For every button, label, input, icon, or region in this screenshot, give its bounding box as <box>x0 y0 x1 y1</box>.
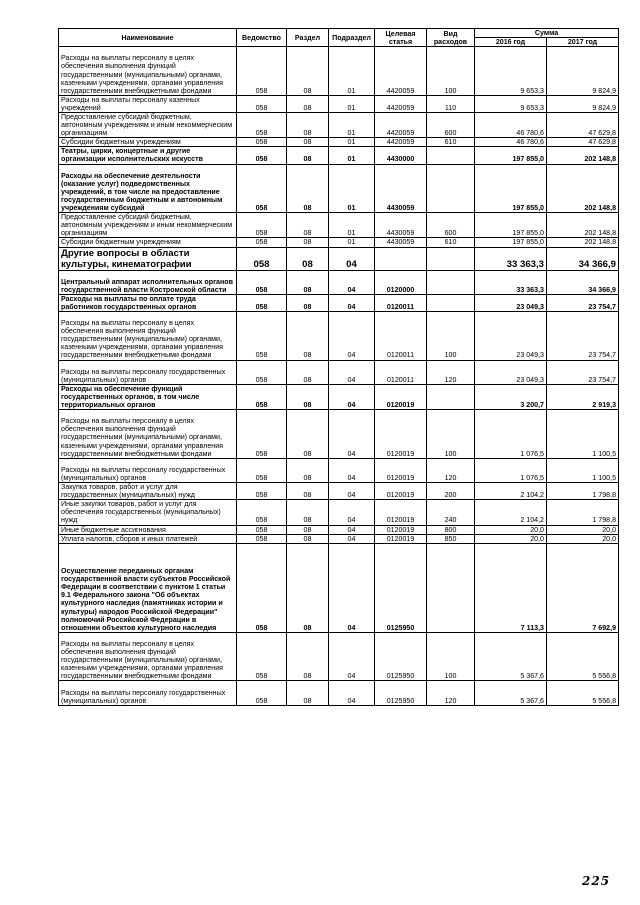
row-name: Закупка товаров, работ и услуг для государственных (муниципальных) нужд <box>59 483 237 500</box>
row-exptype: 800 <box>427 525 475 534</box>
row-subsection: 04 <box>329 458 375 482</box>
header-name: Наименование <box>59 29 237 47</box>
row-subsection: 04 <box>329 294 375 311</box>
row-sum-2017: 23 754,7 <box>547 294 619 311</box>
row-section: 08 <box>287 138 329 147</box>
row-exptype <box>427 247 475 270</box>
row-sum-2017: 1 798,8 <box>547 483 619 500</box>
header-2017: 2017 год <box>547 38 619 47</box>
row-target: 0120019 <box>375 384 427 409</box>
table-row <box>59 294 619 311</box>
row-sum-2016: 5 367,6 <box>475 632 547 681</box>
row-name: Расходы на выплаты персоналу в целях обеспечения выполнения функций государственными (муниципальными) органами, казенными учреждениями, органами управления государственными внебюджетными фондами <box>59 311 237 360</box>
row-subsection: 01 <box>329 238 375 247</box>
row-name: Субсидии бюджетным учреждениям <box>59 238 237 247</box>
row-sum-2017: 34 366,9 <box>547 247 619 270</box>
row-exptype: 120 <box>427 681 475 705</box>
row-section: 08 <box>287 360 329 384</box>
row-sum-2016: 9 653,3 <box>475 47 547 96</box>
row-dept: 058 <box>237 525 287 534</box>
row-target: 4430000 <box>375 147 427 164</box>
table-row <box>59 543 619 632</box>
row-sum-2016: 33 363,3 <box>475 247 547 270</box>
row-name: Центральный аппарат исполнительных органов государственной власти Костромской области <box>59 270 237 294</box>
table-row <box>59 164 619 213</box>
row-dept: 058 <box>237 112 287 137</box>
row-sum-2017: 23 754,7 <box>547 360 619 384</box>
row-exptype: 100 <box>427 632 475 681</box>
row-target <box>375 247 427 270</box>
page-number: 225 <box>582 874 611 888</box>
row-name: Расходы на выплаты персоналу казенных учреждений <box>59 95 237 112</box>
row-exptype: 850 <box>427 534 475 543</box>
row-dept: 058 <box>237 294 287 311</box>
row-sum-2016: 23 049,3 <box>475 294 547 311</box>
row-exptype: 100 <box>427 311 475 360</box>
row-name: Расходы на выплаты персоналу государственных (муниципальных) органов <box>59 360 237 384</box>
row-dept: 058 <box>237 164 287 213</box>
row-name: Субсидии бюджетным учреждениям <box>59 138 237 147</box>
row-sum-2016: 20,0 <box>475 525 547 534</box>
table-row <box>59 534 619 543</box>
budget-sheet <box>58 28 618 706</box>
row-name: Иные закупки товаров, работ и услуг для обеспечения государственных (муниципальных) нужд <box>59 500 237 525</box>
row-subsection: 04 <box>329 360 375 384</box>
row-target: 0120019 <box>375 410 427 459</box>
row-sum-2017: 47 629,8 <box>547 112 619 137</box>
table-row <box>59 360 619 384</box>
row-target: 0120011 <box>375 311 427 360</box>
table-row <box>59 384 619 409</box>
row-sum-2016: 46 780,6 <box>475 112 547 137</box>
row-exptype: 100 <box>427 47 475 96</box>
row-exptype: 120 <box>427 458 475 482</box>
row-name: Иные бюджетные ассигнования <box>59 525 237 534</box>
row-subsection: 04 <box>329 247 375 270</box>
row-subsection: 04 <box>329 543 375 632</box>
row-subsection: 04 <box>329 534 375 543</box>
table-row <box>59 681 619 705</box>
row-exptype: 600 <box>427 213 475 238</box>
table-row <box>59 410 619 459</box>
row-sum-2017: 23 754,7 <box>547 311 619 360</box>
row-sum-2017: 5 556,8 <box>547 632 619 681</box>
row-subsection: 04 <box>329 500 375 525</box>
row-name: Другие вопросы в области культуры, кинематографии <box>59 247 237 270</box>
row-dept: 058 <box>237 681 287 705</box>
row-sum-2017: 2 919,3 <box>547 384 619 409</box>
row-target: 0120011 <box>375 360 427 384</box>
row-section: 08 <box>287 632 329 681</box>
row-exptype: 100 <box>427 410 475 459</box>
row-subsection: 01 <box>329 95 375 112</box>
row-target: 0125950 <box>375 681 427 705</box>
table-row <box>59 500 619 525</box>
row-target: 4420059 <box>375 47 427 96</box>
budget-table <box>58 28 619 706</box>
row-exptype: 110 <box>427 95 475 112</box>
row-section: 08 <box>287 47 329 96</box>
row-name: Расходы на выплаты персоналу в целях обеспечения выполнения функций государственными (муниципальными) органами, казенными учреждениями, органами управления государственными внебюджетными фондами <box>59 410 237 459</box>
row-section: 08 <box>287 543 329 632</box>
header-sum: Сумма <box>475 29 619 38</box>
row-dept: 058 <box>237 47 287 96</box>
row-section: 08 <box>287 213 329 238</box>
row-section: 08 <box>287 294 329 311</box>
row-section: 08 <box>287 384 329 409</box>
table-row <box>59 147 619 164</box>
row-section: 08 <box>287 238 329 247</box>
row-sum-2017: 20,0 <box>547 534 619 543</box>
row-section: 08 <box>287 112 329 137</box>
row-name: Расходы на выплаты персоналу в целях обеспечения выполнения функций государственными (муниципальными) органами, казенными учреждениями, органами управления государственными внебюджетными фондами <box>59 47 237 96</box>
row-subsection: 04 <box>329 632 375 681</box>
row-subsection: 04 <box>329 384 375 409</box>
row-exptype <box>427 384 475 409</box>
row-target: 0120000 <box>375 270 427 294</box>
table-row <box>59 270 619 294</box>
row-section: 08 <box>287 164 329 213</box>
row-name: Уплата налогов, сборов и иных платежей <box>59 534 237 543</box>
row-sum-2017: 9 824,9 <box>547 95 619 112</box>
row-subsection: 04 <box>329 681 375 705</box>
row-name: Расходы на выплаты персоналу государственных (муниципальных) органов <box>59 681 237 705</box>
table-row <box>59 247 619 270</box>
table-row <box>59 483 619 500</box>
row-dept: 058 <box>237 213 287 238</box>
row-sum-2017: 34 366,9 <box>547 270 619 294</box>
row-sum-2017: 202 148,8 <box>547 164 619 213</box>
row-name: Расходы на выплаты персоналу государственных (муниципальных) органов <box>59 458 237 482</box>
row-name: Расходы на выплаты по оплате труда работников государственных органов <box>59 294 237 311</box>
row-dept: 058 <box>237 458 287 482</box>
row-dept: 058 <box>237 238 287 247</box>
row-dept: 058 <box>237 632 287 681</box>
row-section: 08 <box>287 681 329 705</box>
row-sum-2016: 23 049,3 <box>475 360 547 384</box>
row-name: Расходы на обеспечение деятельности (оказание услуг) подведомственных учреждений, в том числе на предоставление государственным бюджетным и автономным учреждениям субсидий <box>59 164 237 213</box>
row-dept: 058 <box>237 500 287 525</box>
row-section: 08 <box>287 95 329 112</box>
row-exptype: 120 <box>427 360 475 384</box>
row-sum-2017: 9 824,9 <box>547 47 619 96</box>
header-exptype: Вид расходов <box>427 29 475 47</box>
row-section: 08 <box>287 311 329 360</box>
row-dept: 058 <box>237 147 287 164</box>
table-row <box>59 112 619 137</box>
row-sum-2016: 197 855,0 <box>475 147 547 164</box>
header-dept: Ведомство <box>237 29 287 47</box>
row-sum-2016: 3 200,7 <box>475 384 547 409</box>
row-subsection: 04 <box>329 525 375 534</box>
row-sum-2016: 9 653,3 <box>475 95 547 112</box>
row-exptype <box>427 147 475 164</box>
row-exptype <box>427 543 475 632</box>
row-sum-2017: 1 798,8 <box>547 500 619 525</box>
row-sum-2016: 33 363,3 <box>475 270 547 294</box>
row-sum-2017: 202 148,8 <box>547 147 619 164</box>
table-body <box>59 47 619 706</box>
row-section: 08 <box>287 500 329 525</box>
row-section: 08 <box>287 483 329 500</box>
row-dept: 058 <box>237 384 287 409</box>
row-dept: 058 <box>237 247 287 270</box>
row-section: 08 <box>287 525 329 534</box>
row-section: 08 <box>287 147 329 164</box>
row-subsection: 01 <box>329 147 375 164</box>
row-exptype: 240 <box>427 500 475 525</box>
header-section: Раздел <box>287 29 329 47</box>
row-target: 0120019 <box>375 525 427 534</box>
table-row <box>59 138 619 147</box>
table-row <box>59 47 619 96</box>
row-sum-2016: 20,0 <box>475 534 547 543</box>
row-dept: 058 <box>237 360 287 384</box>
row-sum-2016: 197 855,0 <box>475 238 547 247</box>
row-sum-2016: 1 076,5 <box>475 458 547 482</box>
row-dept: 058 <box>237 270 287 294</box>
row-subsection: 01 <box>329 213 375 238</box>
row-subsection: 01 <box>329 138 375 147</box>
row-sum-2016: 197 855,0 <box>475 213 547 238</box>
row-sum-2017: 7 692,9 <box>547 543 619 632</box>
row-exptype <box>427 294 475 311</box>
row-name: Осуществление переданных органам государственной власти субъектов Российской Федерации в соответствии с пунктом 1 статьи 9.1 Федерального закона "Об объектах культурного наследия (памятниках истории и культуры) народов Российской Федерации" полномочий Российской Федерации в отношении объектов культурного наследия <box>59 543 237 632</box>
row-target: 0120019 <box>375 483 427 500</box>
row-sum-2017: 1 100,5 <box>547 410 619 459</box>
table-header-row <box>59 29 619 38</box>
row-sum-2017: 20,0 <box>547 525 619 534</box>
row-subsection: 04 <box>329 410 375 459</box>
row-name: Театры, цирки, концертные и другие организации исполнительских искусств <box>59 147 237 164</box>
row-target: 4420059 <box>375 112 427 137</box>
row-sum-2017: 1 100,5 <box>547 458 619 482</box>
row-target: 4420059 <box>375 95 427 112</box>
row-sum-2016: 23 049,3 <box>475 311 547 360</box>
row-section: 08 <box>287 247 329 270</box>
row-subsection: 01 <box>329 164 375 213</box>
row-dept: 058 <box>237 410 287 459</box>
row-target: 0125950 <box>375 632 427 681</box>
row-exptype: 610 <box>427 238 475 247</box>
header-2016: 2016 год <box>475 38 547 47</box>
row-section: 08 <box>287 270 329 294</box>
row-target: 0120019 <box>375 534 427 543</box>
row-dept: 058 <box>237 483 287 500</box>
row-exptype: 200 <box>427 483 475 500</box>
row-exptype <box>427 164 475 213</box>
row-subsection: 04 <box>329 311 375 360</box>
table-row <box>59 95 619 112</box>
row-target: 4430059 <box>375 238 427 247</box>
row-sum-2016: 2 104,2 <box>475 500 547 525</box>
row-sum-2017: 202 148,8 <box>547 238 619 247</box>
row-target: 4430059 <box>375 213 427 238</box>
row-name: Предоставление субсидий бюджетным, автономным учреждениям и иным некоммерческим организациям <box>59 213 237 238</box>
row-target: 0120019 <box>375 458 427 482</box>
row-exptype <box>427 270 475 294</box>
table-row <box>59 311 619 360</box>
row-dept: 058 <box>237 138 287 147</box>
row-dept: 058 <box>237 311 287 360</box>
row-section: 08 <box>287 458 329 482</box>
row-name: Расходы на выплаты персоналу в целях обеспечения выполнения функций государственными (муниципальными) органами, казенными учреждениями, органами управления государственными внебюджетными фондами <box>59 632 237 681</box>
row-sum-2016: 46 780,6 <box>475 138 547 147</box>
table-row <box>59 238 619 247</box>
row-target: 4430059 <box>375 164 427 213</box>
row-exptype: 610 <box>427 138 475 147</box>
row-name: Расходы на обеспечение функций государственных органов, в том числе территориальных органов <box>59 384 237 409</box>
row-sum-2016: 5 367,6 <box>475 681 547 705</box>
row-target: 0120011 <box>375 294 427 311</box>
row-target: 0120019 <box>375 500 427 525</box>
row-target: 4420059 <box>375 138 427 147</box>
row-sum-2017: 5 556,8 <box>547 681 619 705</box>
header-subsection: Подраздел <box>329 29 375 47</box>
row-dept: 058 <box>237 543 287 632</box>
row-section: 08 <box>287 410 329 459</box>
table-row <box>59 213 619 238</box>
row-sum-2016: 197 855,0 <box>475 164 547 213</box>
row-subsection: 01 <box>329 112 375 137</box>
row-sum-2016: 7 113,3 <box>475 543 547 632</box>
row-sum-2016: 2 104,2 <box>475 483 547 500</box>
row-sum-2017: 47 629,8 <box>547 138 619 147</box>
header-target: Целевая статья <box>375 29 427 47</box>
table-row <box>59 458 619 482</box>
row-subsection: 04 <box>329 270 375 294</box>
row-dept: 058 <box>237 95 287 112</box>
row-target: 0125950 <box>375 543 427 632</box>
row-name: Предоставление субсидий бюджетным, автономным учреждениям и иным некоммерческим организациям <box>59 112 237 137</box>
row-dept: 058 <box>237 534 287 543</box>
row-subsection: 01 <box>329 47 375 96</box>
row-sum-2017: 202 148,8 <box>547 213 619 238</box>
row-exptype: 600 <box>427 112 475 137</box>
table-row <box>59 632 619 681</box>
row-subsection: 04 <box>329 483 375 500</box>
row-sum-2016: 1 076,5 <box>475 410 547 459</box>
row-section: 08 <box>287 534 329 543</box>
table-row <box>59 525 619 534</box>
